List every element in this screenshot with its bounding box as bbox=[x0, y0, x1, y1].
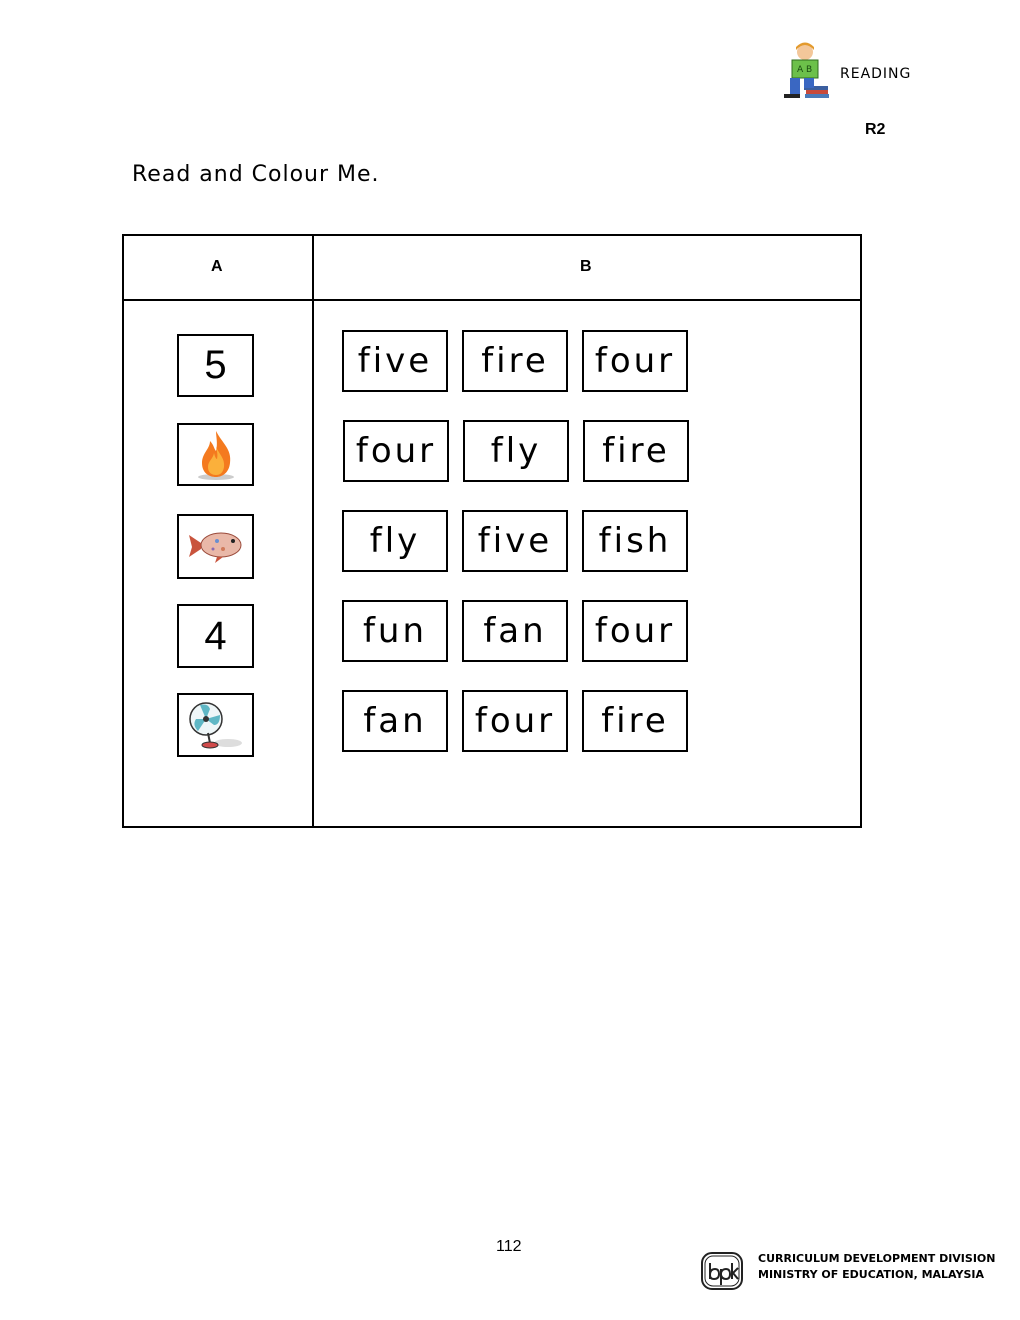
bpk-logo-icon bbox=[700, 1251, 744, 1291]
word-box[interactable]: fan bbox=[342, 690, 448, 752]
prompt-box bbox=[177, 514, 254, 579]
instruction-text: Read and Colour Me. bbox=[132, 162, 380, 187]
word-box[interactable]: five bbox=[342, 330, 448, 392]
section-label: READING bbox=[840, 66, 912, 82]
prompt-number: 5 bbox=[204, 343, 227, 387]
word-box[interactable]: four bbox=[582, 600, 688, 662]
word-box[interactable]: fire bbox=[582, 690, 688, 752]
word-box[interactable]: four bbox=[582, 330, 688, 392]
word-box[interactable]: fan bbox=[462, 600, 568, 662]
reading-child-icon bbox=[780, 42, 832, 100]
fire-icon bbox=[192, 429, 240, 481]
word-box[interactable]: fun bbox=[342, 600, 448, 662]
word-box[interactable]: fly bbox=[342, 510, 448, 572]
footer-org-line: MINISTRY OF EDUCATION, MALAYSIA bbox=[758, 1268, 985, 1281]
footer-org-line: CURRICULUM DEVELOPMENT DIVISION bbox=[758, 1252, 996, 1265]
word-box[interactable]: four bbox=[462, 690, 568, 752]
word-box[interactable]: four bbox=[343, 420, 449, 482]
prompt-box bbox=[177, 604, 254, 668]
worksheet-code: R2 bbox=[865, 121, 886, 138]
prompt-box bbox=[177, 334, 254, 397]
prompt-number: 4 bbox=[204, 613, 227, 658]
word-box[interactable]: fly bbox=[463, 420, 569, 482]
column-b-header: B bbox=[580, 258, 592, 275]
page-number: 112 bbox=[496, 1238, 522, 1255]
word-box[interactable]: fire bbox=[462, 330, 568, 392]
word-box[interactable]: five bbox=[462, 510, 568, 572]
prompt-box bbox=[177, 693, 254, 757]
fish-icon bbox=[187, 527, 245, 567]
column-divider bbox=[312, 236, 314, 826]
word-box[interactable]: fire bbox=[583, 420, 689, 482]
fan-icon bbox=[186, 699, 246, 751]
word-box[interactable]: fish bbox=[582, 510, 688, 572]
svg-text:A B: A B bbox=[797, 65, 813, 75]
column-a-header: A bbox=[211, 258, 223, 275]
matching-table bbox=[122, 234, 862, 828]
header-divider bbox=[124, 299, 860, 301]
prompt-box bbox=[177, 423, 254, 486]
